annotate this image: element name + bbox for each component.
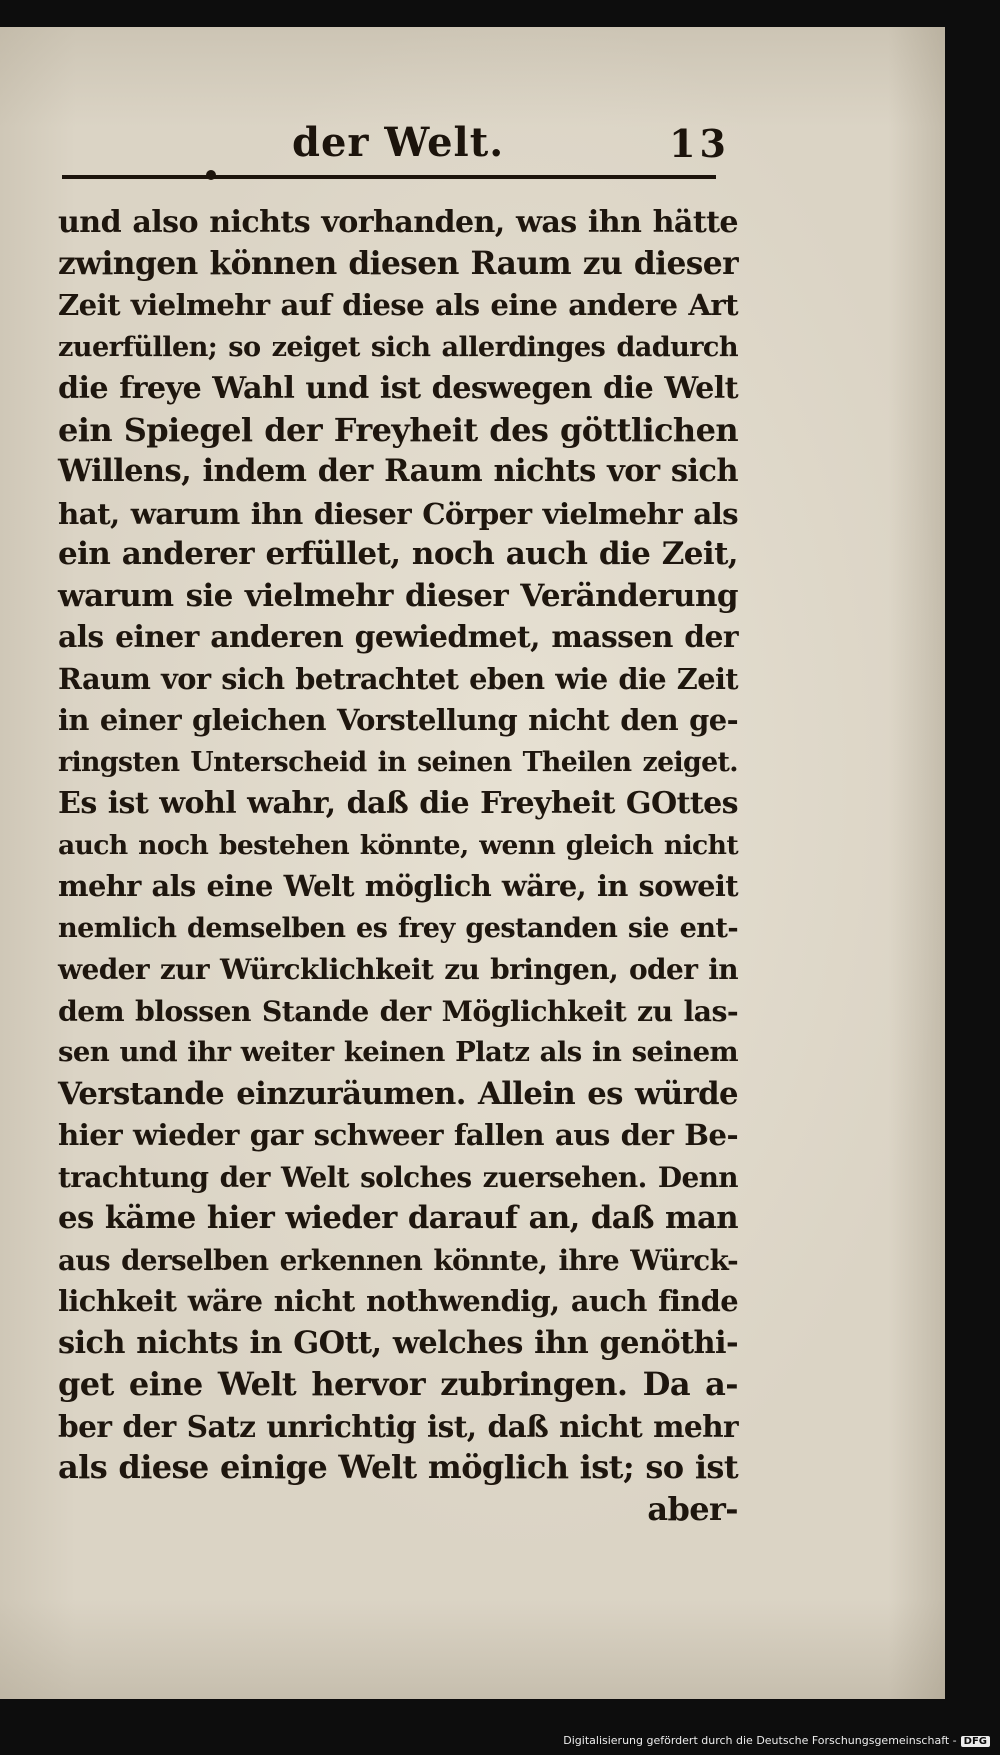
running-head [62,119,730,179]
header-rule [62,175,716,179]
text-line: sen und ihr weiter keinen Platz als in seinem [58,1036,738,1068]
running-head-title: der Welt. [292,119,505,166]
text-line: Verstande einzuräumen. Allein es würde [58,1075,738,1112]
credit-text: Digitalisierung gefördert durch die Deutsche Forschungsgemeinschaft - [563,1734,957,1747]
text-line: zuerfüllen; so zeiget sich allerdinges dadurch [58,331,738,363]
dfg-logo-badge: DFG [961,1736,990,1747]
text-line: trachtung der Welt solches zuersehen. Denn [58,1160,738,1194]
text-line: es käme hier wieder darauf an, daß man [58,1200,738,1236]
text-line: sich nichts in GOtt, welches ihn genöthi- [58,1324,738,1361]
page-number: 13 [669,121,730,166]
text-line: ein anderer erfüllet, noch auch die Zeit, [58,536,738,572]
text-line: hat, warum ihn dieser Cörper vielmehr als [58,495,738,531]
catchword: aber- [647,1489,738,1528]
text-line: dem blossen Stande der Möglichkeit zu las- [58,993,738,1028]
book-page [0,27,945,1699]
digitization-credit [563,1734,990,1747]
text-line: als einer anderen gewiedmet, massen der [58,620,738,655]
text-line: in einer gleichen Vorstellung nicht den ge- [58,703,738,737]
text-line: auch noch bestehen könnte, wenn gleich nicht [58,829,738,861]
text-line: nemlich demselben es frey gestanden sie ent- [58,912,738,944]
text-line: als diese einige Welt möglich ist; so ist [58,1448,738,1486]
text-line: warum sie vielmehr dieser Veränderung [58,577,738,614]
text-line: ein Spiegel der Freyheit des göttlichen [58,410,738,449]
text-line: Zeit vielmehr auf diese als eine andere Art [58,288,738,322]
text-line: die freye Wahl und ist deswegen die Welt [58,371,738,406]
text-line: hier wieder gar schweer fallen aus der Be- [58,1118,738,1152]
text-line: mehr als eine Welt möglich wäre, in soweit [58,869,738,903]
text-line: zwingen können diesen Raum zu dieser [58,245,738,282]
text-line: lichkeit wäre nicht nothwendig, auch finde [58,1284,738,1318]
text-line: und also nichts vorhanden, was ihn hätte [58,205,738,240]
text-line: Es ist wohl wahr, daß die Freyheit GOttes [58,786,738,821]
body-text [58,202,738,1530]
text-line: Raum vor sich betrachtet eben wie die Zeit [58,661,738,696]
text-line: ber der Satz unrichtig ist, daß nicht mehr [58,1408,738,1444]
header-rule-ornament [206,170,216,180]
text-line: aus derselben erkennen könnte, ihre Würck- [58,1243,738,1277]
text-line: weder zur Würcklichkeit zu bringen, oder in [58,953,738,986]
text-line: get eine Welt hervor zubringen. Da a- [58,1365,738,1403]
text-line: Willens, indem der Raum nichts vor sich [58,453,738,489]
text-line: ringsten Unterscheid in seinen Theilen zeiget. [58,746,738,778]
